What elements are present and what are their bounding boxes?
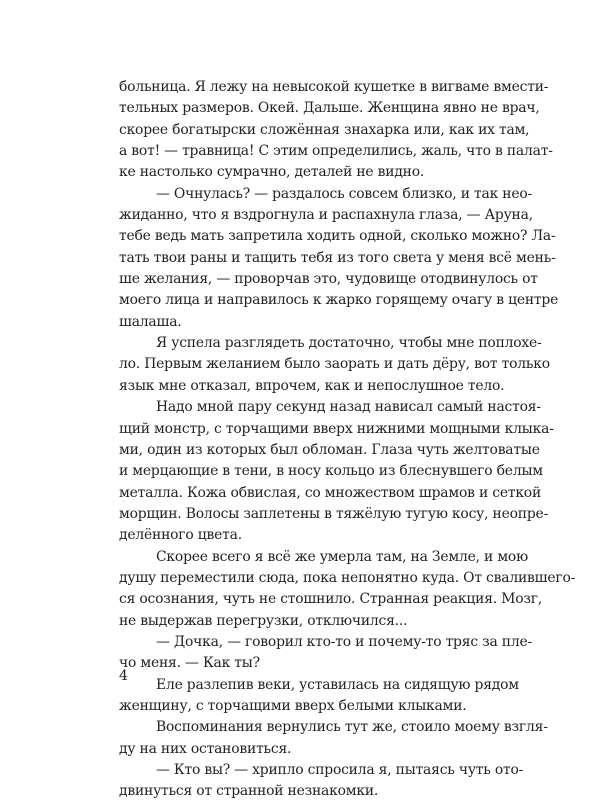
text-line: моего лица и направилось к жарко горящему очагу в центре bbox=[119, 292, 559, 309]
text-line: двинуться от странной незнакомки. bbox=[119, 783, 379, 800]
text-line: Воспоминания вернулись тут же, стоило моему взгля- bbox=[156, 719, 548, 736]
text-line: морщин. Волосы заплетены в тяжёлую тугую косу, неопре- bbox=[119, 505, 549, 522]
text-line: тать твои раны и тащить тебя из того света у меня всё мень- bbox=[119, 249, 556, 266]
text-line: ду на них остановиться. bbox=[119, 740, 292, 757]
text-line: больница. Я лежу на невысокой кушетке в вигваме вмести- bbox=[119, 79, 549, 95]
text-line: а вот! — травница! С этим определились, жаль, что в палат- bbox=[119, 143, 553, 160]
text-line: — Дочка, — говорил кто-то и почему-то тряс за пле- bbox=[156, 633, 532, 650]
text-line: жиданно, что я вздрогнула и распахнула глаза, — Аруна, bbox=[119, 207, 533, 224]
text-line: ке настолько сумрачно, деталей не видно. bbox=[119, 164, 425, 181]
text-line: Надо мной пару секунд назад нависал самый настоя- bbox=[156, 399, 541, 416]
text-line: чо меня. — Как ты? bbox=[119, 655, 260, 672]
text-line: тебе ведь мать запретила ходить одной, сколько можно? Ла- bbox=[119, 228, 556, 245]
text-line: Я успела разглядеть достаточно, чтобы мне поплохе- bbox=[156, 335, 542, 352]
text-line: делённого цвета. bbox=[119, 527, 242, 544]
text-line: скорее богатырски сложённая знахарка или, как их там, bbox=[119, 121, 530, 138]
body-text bbox=[119, 77, 576, 803]
text-line: шалаша. bbox=[119, 313, 182, 330]
text-line: ми, один из которых был обломан. Глаза чуть желтоватые bbox=[119, 441, 540, 458]
text-line: ше желания, — проворчав это, чудовище отодвинулось от bbox=[119, 271, 538, 288]
text-line: не выдержав перегрузки, отключился... bbox=[119, 612, 408, 629]
text-line: Скорее всего я всё же умерла там, на Земле, и мою bbox=[156, 548, 528, 565]
text-line: Еле разлепив веки, уставилась на сидящую рядом bbox=[156, 676, 519, 693]
text-line: тельных размеров. Окей. Дальше. Женщина явно не врач, bbox=[119, 100, 540, 117]
text-line: ло. Первым желанием было заорать и дать дёру, вот только bbox=[119, 356, 550, 373]
text-line: щий монстр, с торчащими вверх нижними мощными клыка- bbox=[119, 420, 554, 437]
text-line: — Кто вы? — хрипло спросила я, пытаясь чуть ото- bbox=[156, 762, 524, 778]
text-line: ся осознания, чуть не стошнило. Странная реакция. Мозг, bbox=[119, 591, 543, 608]
text-line: — Очнулась? — раздалось совсем близко, и так нео- bbox=[156, 185, 533, 202]
text-line: язык мне отказал, впрочем, как и непослушное тело. bbox=[119, 377, 505, 394]
page-number: 4 bbox=[119, 668, 128, 684]
text-line: и мерцающие в тени, в носу кольцо из блеснувшего белым bbox=[119, 463, 543, 480]
text-line: металла. Кожа обвислая, со множеством шрамов и сеткой bbox=[119, 484, 542, 501]
text-line: женщину, с торчащими вверх белыми клыками. bbox=[119, 697, 467, 714]
text-line: душу переместили сюда, пока непонятно куда. От свалившего- bbox=[119, 569, 576, 586]
